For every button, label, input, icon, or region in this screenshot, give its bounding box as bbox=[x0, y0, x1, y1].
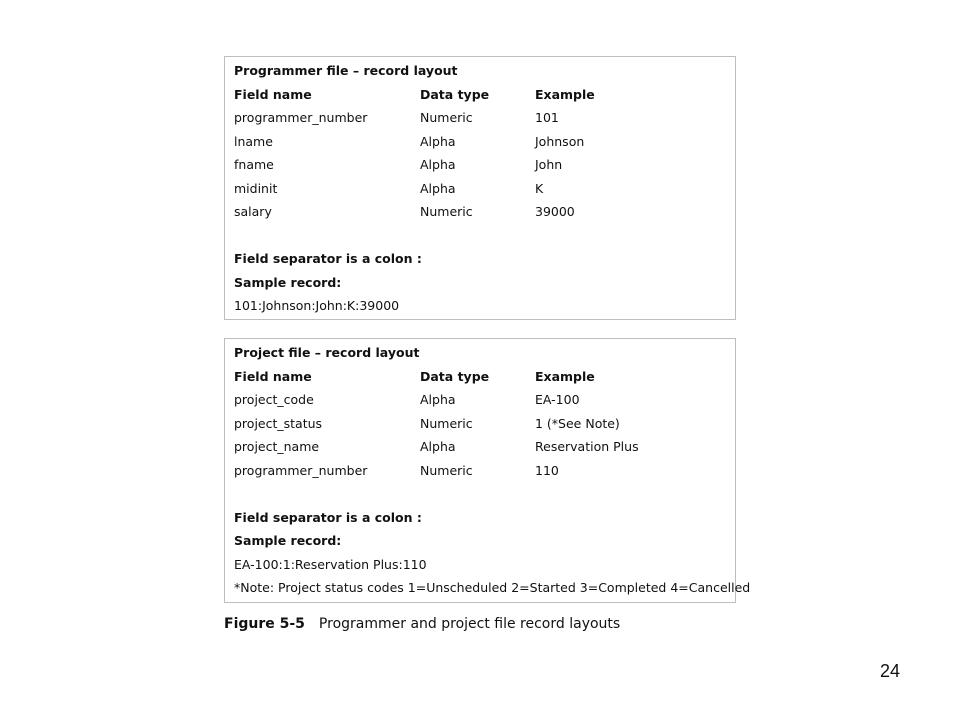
cell-field-name: programmer_number bbox=[234, 110, 368, 125]
cell-example: Reservation Plus bbox=[535, 439, 639, 454]
figure-label: Figure 5-5 bbox=[224, 616, 305, 632]
cell-example: Johnson bbox=[535, 133, 585, 149]
project-header-row bbox=[225, 369, 735, 385]
table-row bbox=[225, 416, 735, 432]
cell-data-type: Alpha bbox=[420, 439, 456, 454]
cell-field-name: programmer_number bbox=[234, 462, 368, 478]
cell-example: 1 (*See Note) bbox=[535, 415, 620, 431]
programmer-layout-title: Programmer file – record layout bbox=[234, 63, 458, 78]
project-record-layout-box bbox=[224, 338, 751, 603]
table-row bbox=[225, 439, 735, 455]
project-sample-value: EA-100:1:Reservation Plus:110 bbox=[234, 557, 427, 572]
table-row bbox=[225, 463, 735, 479]
cell-example: John bbox=[535, 157, 563, 172]
cell-data-type: Alpha bbox=[420, 392, 456, 407]
cell-data-type: Numeric bbox=[420, 110, 473, 125]
cell-data-type: Alpha bbox=[420, 180, 456, 196]
figure-caption bbox=[224, 615, 620, 633]
header-example: Example bbox=[535, 87, 595, 102]
cell-example: 39000 bbox=[535, 204, 575, 219]
cell-data-type: Alpha bbox=[420, 157, 456, 172]
table-row bbox=[225, 204, 735, 220]
programmer-separator-note: Field separator is a colon : bbox=[234, 251, 422, 266]
project-layout-title: Project file – record layout bbox=[234, 345, 420, 360]
table-row bbox=[225, 134, 735, 150]
cell-field-name: fname bbox=[234, 157, 274, 172]
programmer-record-layout-box bbox=[224, 56, 736, 320]
programmer-sample-value: 101:Johnson:John:K:39000 bbox=[234, 298, 400, 313]
programmer-header-row bbox=[225, 87, 735, 103]
cell-data-type: Numeric bbox=[420, 462, 473, 478]
header-data-type: Data type bbox=[420, 369, 490, 384]
table-row bbox=[225, 157, 735, 173]
cell-field-name: salary bbox=[234, 204, 272, 219]
cell-data-type: Numeric bbox=[420, 204, 473, 219]
cell-example: 101 bbox=[535, 110, 559, 125]
cell-example: K bbox=[535, 180, 544, 196]
table-row bbox=[225, 110, 735, 126]
header-field-name: Field name bbox=[234, 369, 312, 384]
cell-field-name: lname bbox=[234, 133, 273, 149]
header-data-type: Data type bbox=[420, 87, 490, 102]
cell-example: EA-100 bbox=[535, 392, 580, 407]
cell-field-name: project_code bbox=[234, 392, 314, 407]
cell-data-type: Numeric bbox=[420, 415, 473, 431]
cell-example: 110 bbox=[535, 462, 559, 478]
cell-field-name: project_status bbox=[234, 415, 323, 431]
cell-field-name: midinit bbox=[234, 180, 278, 196]
table-row bbox=[225, 181, 735, 197]
header-example: Example bbox=[535, 369, 595, 384]
page-number: 24 bbox=[880, 661, 901, 681]
project-sample-label: Sample record: bbox=[234, 533, 342, 548]
project-separator-note: Field separator is a colon : bbox=[234, 510, 422, 525]
header-field-name: Field name bbox=[234, 87, 312, 102]
programmer-sample-label: Sample record: bbox=[234, 275, 342, 290]
table-row bbox=[225, 392, 735, 408]
cell-data-type: Alpha bbox=[420, 133, 456, 149]
cell-field-name: project_name bbox=[234, 439, 320, 454]
project-status-note: *Note: Project status codes 1=Unscheduled 2=Started 3=Completed 4=Cancelled bbox=[234, 580, 751, 595]
figure-caption-text: Programmer and project file record layouts bbox=[318, 616, 621, 632]
